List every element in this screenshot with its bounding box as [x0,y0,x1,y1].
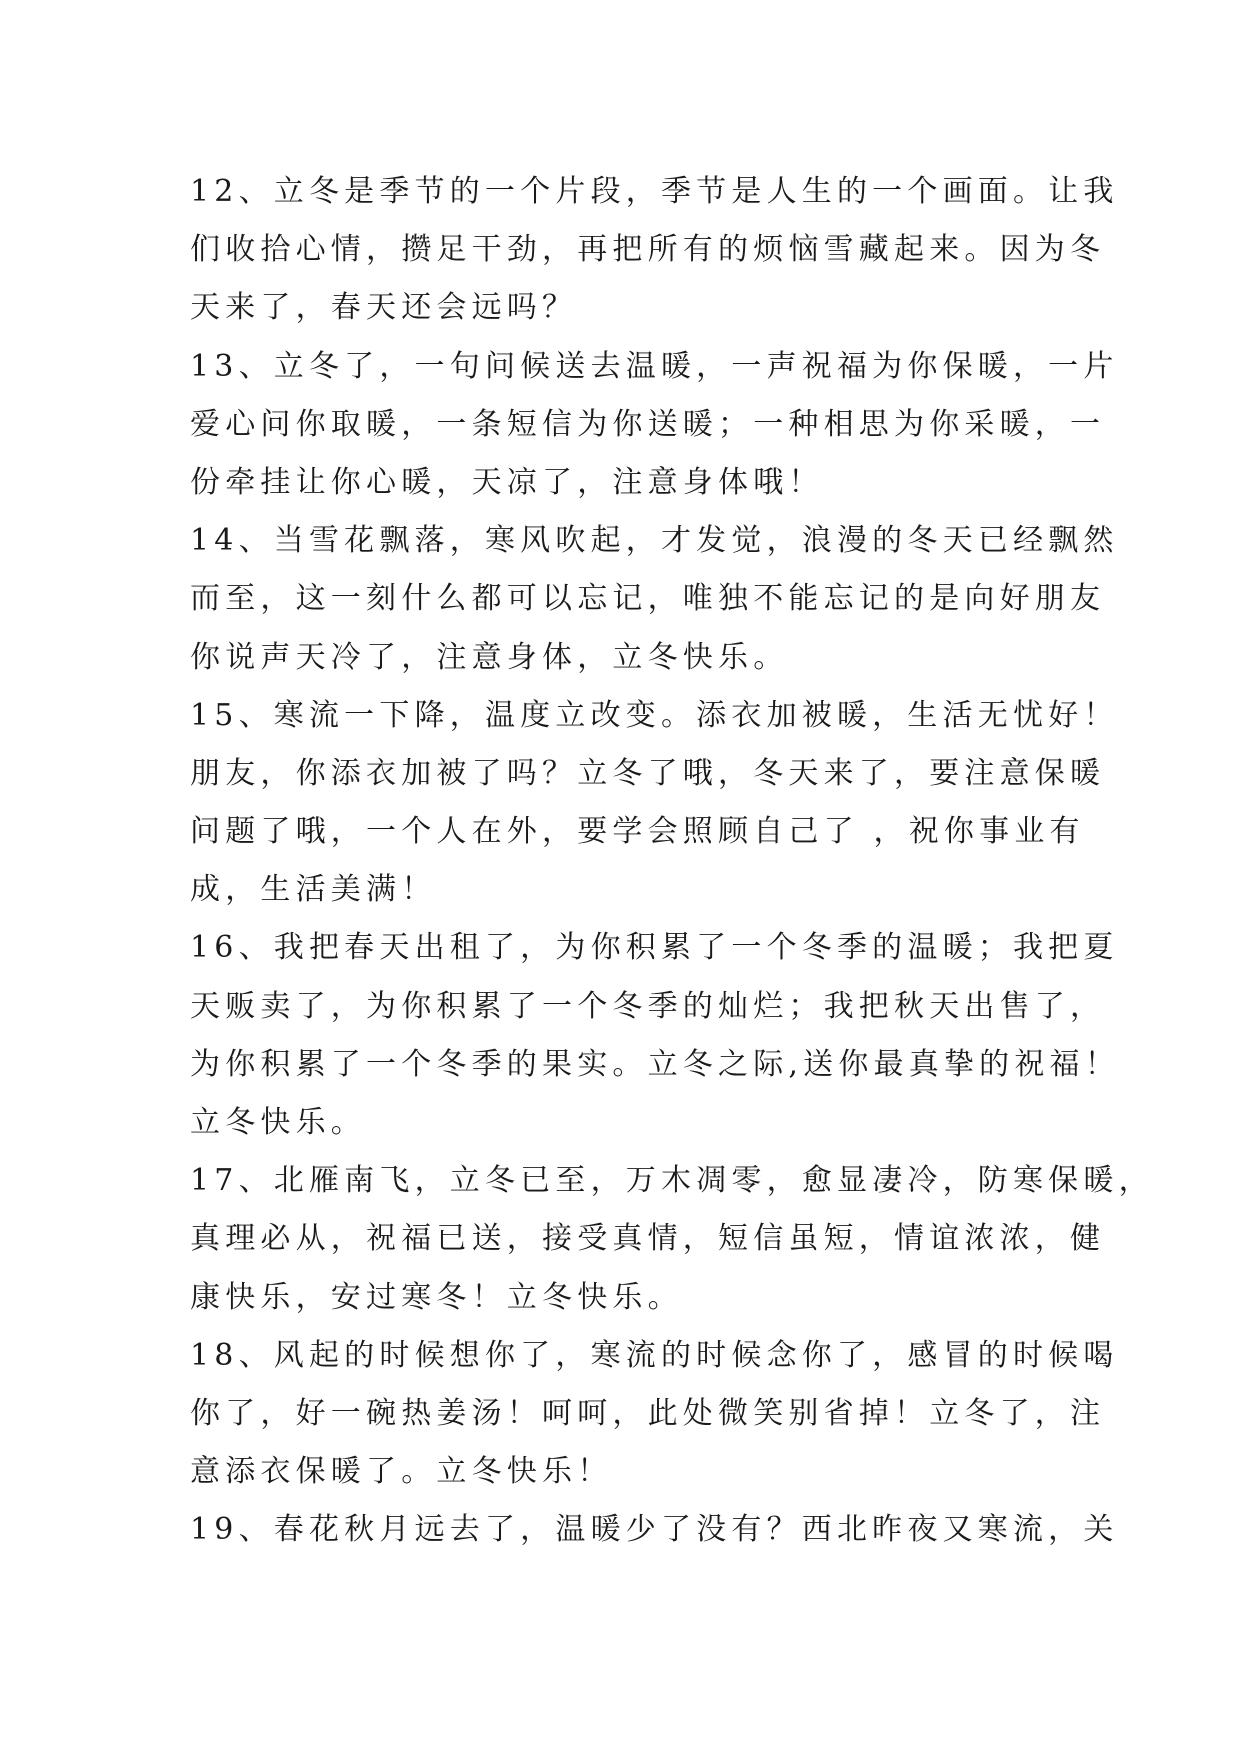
text-line: 问题了哦，一个人在外，要学会照顾自己了 ，祝你事业有 [190,814,1085,850]
text-line: 19、春花秋月远去了，温暖少了没有？西北昨夜又寒流，关 [190,1512,1119,1548]
text-line: 真理必从，祝福已送，接受真情，短信虽短，情谊浓浓，健 [190,1221,1106,1257]
text-line: 爱心问你取暖，一条短信为你送暖；一种相思为你采暖，一 [190,406,1106,442]
text-line: 16、我把春天出租了，为你积累了一个冬季的温暖；我把夏 [190,930,1119,966]
document-body [190,163,1154,1560]
text-line: 17、北雁南飞，立冬已至，万木凋零，愈显凄冷，防寒保暖， [190,1163,1154,1199]
text-line: 天来了，春天还会远吗？ [190,290,578,326]
text-line: 12、立冬是季节的一个片段，季节是人生的一个画面。让我 [190,174,1119,209]
text-line: 13、立冬了，一句问候送去温暖，一声祝福为你保暖，一片 [190,348,1119,384]
text-line: 份牵挂让你心暖，天凉了，注意身体哦！ [190,464,824,500]
text-line: 立冬快乐。 [190,1105,366,1140]
text-line: 你了，好一碗热姜汤！呵呵，此处微笑别省掉！立冬了，注 [190,1395,1106,1431]
text-line: 朋友，你添衣加被了吗？立冬了哦，冬天来了，要注意保暖 [190,755,1106,791]
text-line: 18、风起的时候想你了，寒流的时候念你了，感冒的时候喝 [190,1337,1119,1373]
text-line: 成，生活美满！ [190,872,437,908]
text-line: 14、当雪花飘落，寒风吹起，才发觉，浪漫的冬天已经飘然 [190,523,1119,559]
text-line: 天贩卖了，为你积累了一个冬季的灿烂；我把秋天出售了， [190,988,1106,1024]
text-line: 为你积累了一个冬季的果实。立冬之际,送你最真挚的祝福！ [190,1046,1120,1082]
text-line: 意添衣保暖了。立冬快乐！ [190,1454,613,1490]
text-line: 康快乐，安过寒冬！立冬快乐。 [190,1279,683,1315]
text-line: 而至，这一刻什么都可以忘记，唯独不能忘记的是向好朋友 [190,581,1106,617]
text-line: 你说声天冷了，注意身体，立冬快乐。 [190,639,789,675]
text-line: 15、寒流一下降，温度立改变。添衣加被暖，生活无忧好！ [190,697,1119,733]
text-line: 们收拾心情，攒足干劲，再把所有的烦恼雪藏起来。因为冬 [190,232,1106,268]
